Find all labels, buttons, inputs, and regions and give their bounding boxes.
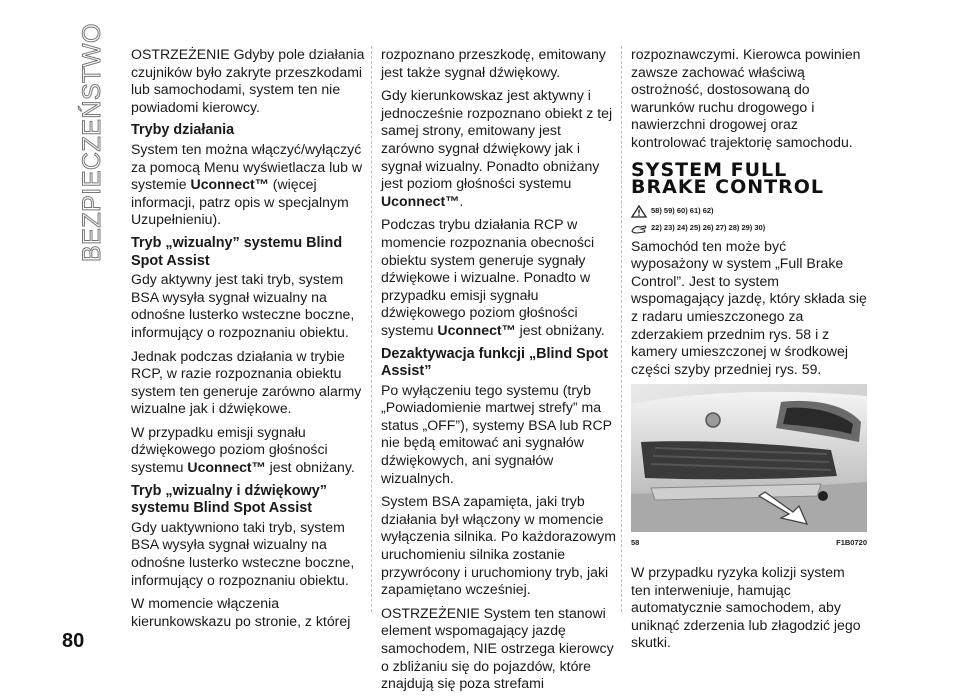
- column-1: [131, 46, 367, 636]
- paragraph: W przypadku ryzyka kolizji system ten interweniuje, hamując automatycznie samochodem, aby uniknąć zderzenia lub złagodzić jego skutki.: [631, 563, 861, 651]
- paragraph: Gdy kierunkowskaz jest aktywny i jednocześnie rozpoznano obiekt z tej samej strony, emitowany jest zarówno sygnał dźwiękowy jak i sygnał wizualny. Ponadto obniżany jest poziom głośności systemu Uconnect™.: [381, 87, 613, 209]
- paragraph: rozpoznano przeszkodę, emitowany jest także sygnał dźwiękowy.: [381, 46, 606, 80]
- car-front-illustration: [631, 384, 867, 532]
- heading-operating-modes: Tryby działania: [131, 122, 235, 139]
- figure-caption: [631, 534, 867, 552]
- figure-code: F1B0720: [836, 538, 867, 548]
- paragraph: System BSA zapamięta, jaki tryb działania był włączony w momencie wyłączenia silnika. Po każdorazowym uruchomieniu silnika zostanie przywrócony i uruchomiony tryb, jaki zapamiętano wcześniej.: [381, 493, 616, 598]
- section-title: SYSTEM FULL BRAKE CONTROL: [631, 158, 824, 198]
- section-tab: [78, 23, 108, 262]
- figure-number: 58: [631, 538, 640, 548]
- paragraph: W przypadku emisji sygnału dźwiękowego poziom głośności systemu Uconnect™ jest obniżany.: [131, 423, 355, 476]
- car-front-figure: [631, 384, 867, 532]
- warning-paragraph: OSTRZEŻENIE System ten stanowi element wspomagający jazdę samochodem, NIE ostrzega kierowcy o zbliżaniu się do pojazdów, które znajdują się poza strefami: [381, 604, 614, 692]
- paragraph: rozpoznawczymi. Kierowca powinien zawsze zachować właściwą ostrożność, dostosowaną do warunków ruchu drogowego i nawierzchni drogowej oraz kontrolować trajektorię samochodu.: [631, 46, 861, 150]
- paragraph: Gdy uaktywniono taki tryb, system BSA wysyła sygnał wizualny na odnośne lusterko wsteczne boczne, informujący o rozpoznaniu obiektu.: [131, 518, 355, 588]
- column-3: [631, 46, 867, 658]
- heading-visual-mode: Tryb „wizualny” systemu Blind Spot Assist: [131, 234, 343, 269]
- paragraph: Samochód ten może być wyposażony w system „Full Brake Control”. Jest to system wspomagający jazdę, który składa się z radaru umieszczonego za zderzakiem przednim rys. 58 i z kamery umieszczonej w środkowej części szyby przedniej rys. 59.: [631, 237, 867, 377]
- paragraph: Gdy aktywny jest taki tryb, system BSA wysyła sygnał wizualny na odnośne lusterko wsteczne boczne, informujący o rozpoznaniu obiektu.: [131, 271, 355, 340]
- paragraph: Podczas trybu działania RCP w momencie rozpoznania obecności obiektu system generuje sygnały dźwiękowe i wizualne. Ponadto w przypadku emisji sygnału dźwiękowego poziom głośności systemu Uconnect™ jest obniżany.: [381, 216, 605, 338]
- section-tab-label: BEZPIECZEŃSTWO: [78, 23, 106, 262]
- column-divider: [621, 46, 622, 612]
- column-2: [381, 46, 617, 699]
- warning-references: 58) 59) 60) 61) 62): [631, 204, 867, 219]
- column-divider: [371, 46, 372, 612]
- heading-deactivation: Dezaktywacja funkcji „Blind Spot Assist”: [381, 345, 609, 380]
- warning-triangle-icon: [631, 205, 647, 218]
- paragraph: W momencie włączenia kierunkowskazu po stronie, z której: [131, 595, 351, 629]
- paragraph: Jednak podczas działania w trybie RCP, w razie rozpoznania obiektu system ten generuje zarówno alarmy wizualne jak i dźwiękowe.: [131, 347, 362, 417]
- heading-visual-audio-mode: Tryb „wizualny i dźwiękowy” systemu Blind Spot Assist: [131, 482, 327, 517]
- page-number: 80: [62, 630, 85, 652]
- hand-note-icon: [631, 222, 647, 235]
- paragraph: Po wyłączeniu tego systemu (tryb „Powiadomienie martwej strefy” ma status „OFF”), systemy BSA lub RCP nie będą emitować ani sygnałów dźwiękowych, ani sygnałów wizualnych.: [381, 381, 612, 486]
- paragraph: System ten można włączyć/wyłączyć za pomocą Menu wyświetlacza lub w systemie Uconnect™ (więcej informacji, patrz opis w specjalnym Uzupełnieniu).: [131, 140, 363, 228]
- warning-paragraph: OSTRZEŻENIE Gdyby pole działania czujników było zakryte przeszkodami lub samochodami, system ten nie powiadomi kierowcy.: [131, 46, 365, 115]
- note-references: 22) 23) 24) 25) 26) 27) 28) 29) 30): [631, 221, 867, 236]
